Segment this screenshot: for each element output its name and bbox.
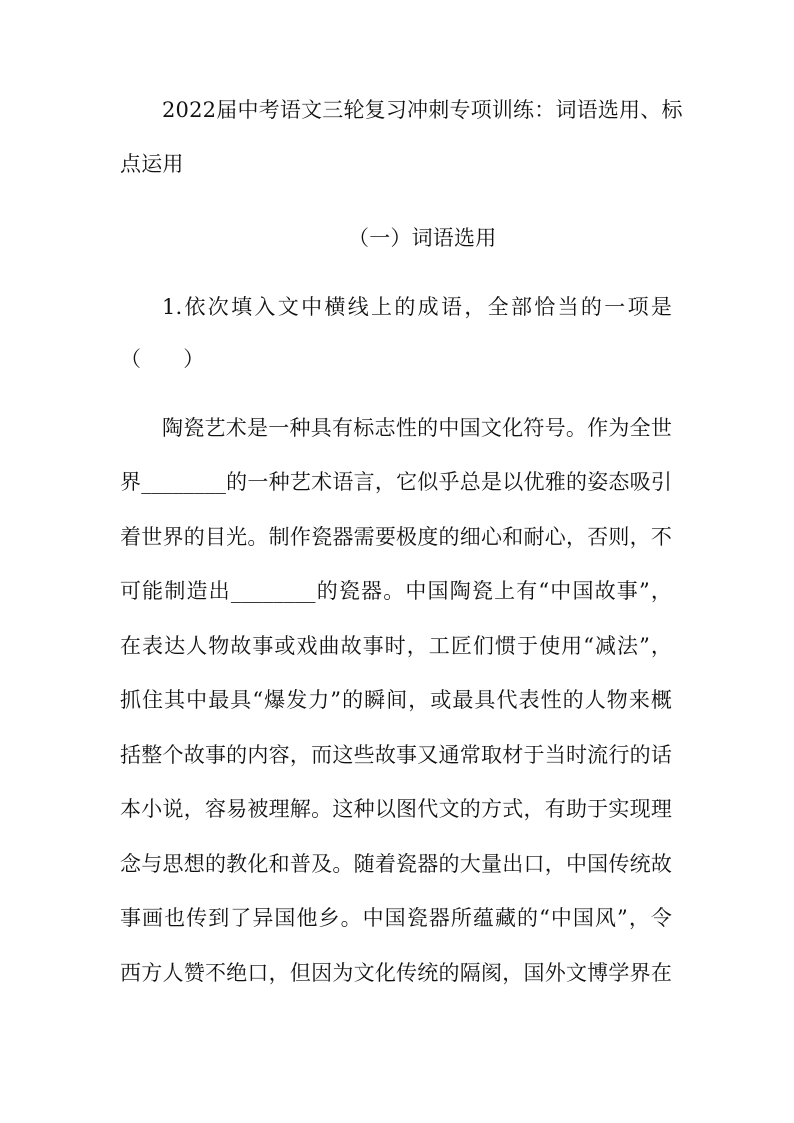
document-title-line-2: 点运用 (120, 152, 184, 176)
passage-line-10: 事画也传到了异国他乡。中国瓷器所蕴藏的“中国风”，令 (120, 906, 672, 930)
passage-line-3: 着世界的目光。制作瓷器需要极度的细心和耐心，否则，不 (120, 525, 672, 549)
passage-line-5: 在表达人物故事或戏曲故事时，工匠们惯于使用“减法”， (120, 634, 672, 658)
document-title-line-1: 2022届中考语文三轮复习冲刺专项训练：词语选用、标 (162, 98, 683, 122)
passage-line-6: 抓住其中最具“爆发力”的瞬间，或最具代表性的人物来概 (120, 688, 672, 712)
passage-line-8: 本小说，容易被理解。这种以图代文的方式，有助于实现理 (120, 797, 672, 821)
passage-line-2: 界________的一种艺术语言，它似乎总是以优雅的姿态吸引 (120, 470, 672, 494)
passage-line-9: 念与思想的教化和普及。随着瓷器的大量出口，中国传统故 (120, 852, 672, 876)
question-line-2: （ ） (120, 347, 205, 371)
question-line-1: 1.依次填入文中横线上的成语，全部恰当的一项是 (162, 295, 672, 319)
passage-line-4: 可能制造出________的瓷器。中国陶瓷上有“中国故事”， (120, 579, 672, 603)
passage-line-11: 西方人赞不绝口，但因为文化传统的隔阂，国外文博学界在 (120, 961, 672, 985)
passage-line-1: 陶瓷艺术是一种具有标志性的中国文化符号。作为全世 (162, 416, 672, 440)
passage-line-7: 括整个故事的内容，而这些故事又通常取材于当时流行的话 (120, 743, 672, 767)
section-title: （一）词语选用 (348, 226, 497, 250)
